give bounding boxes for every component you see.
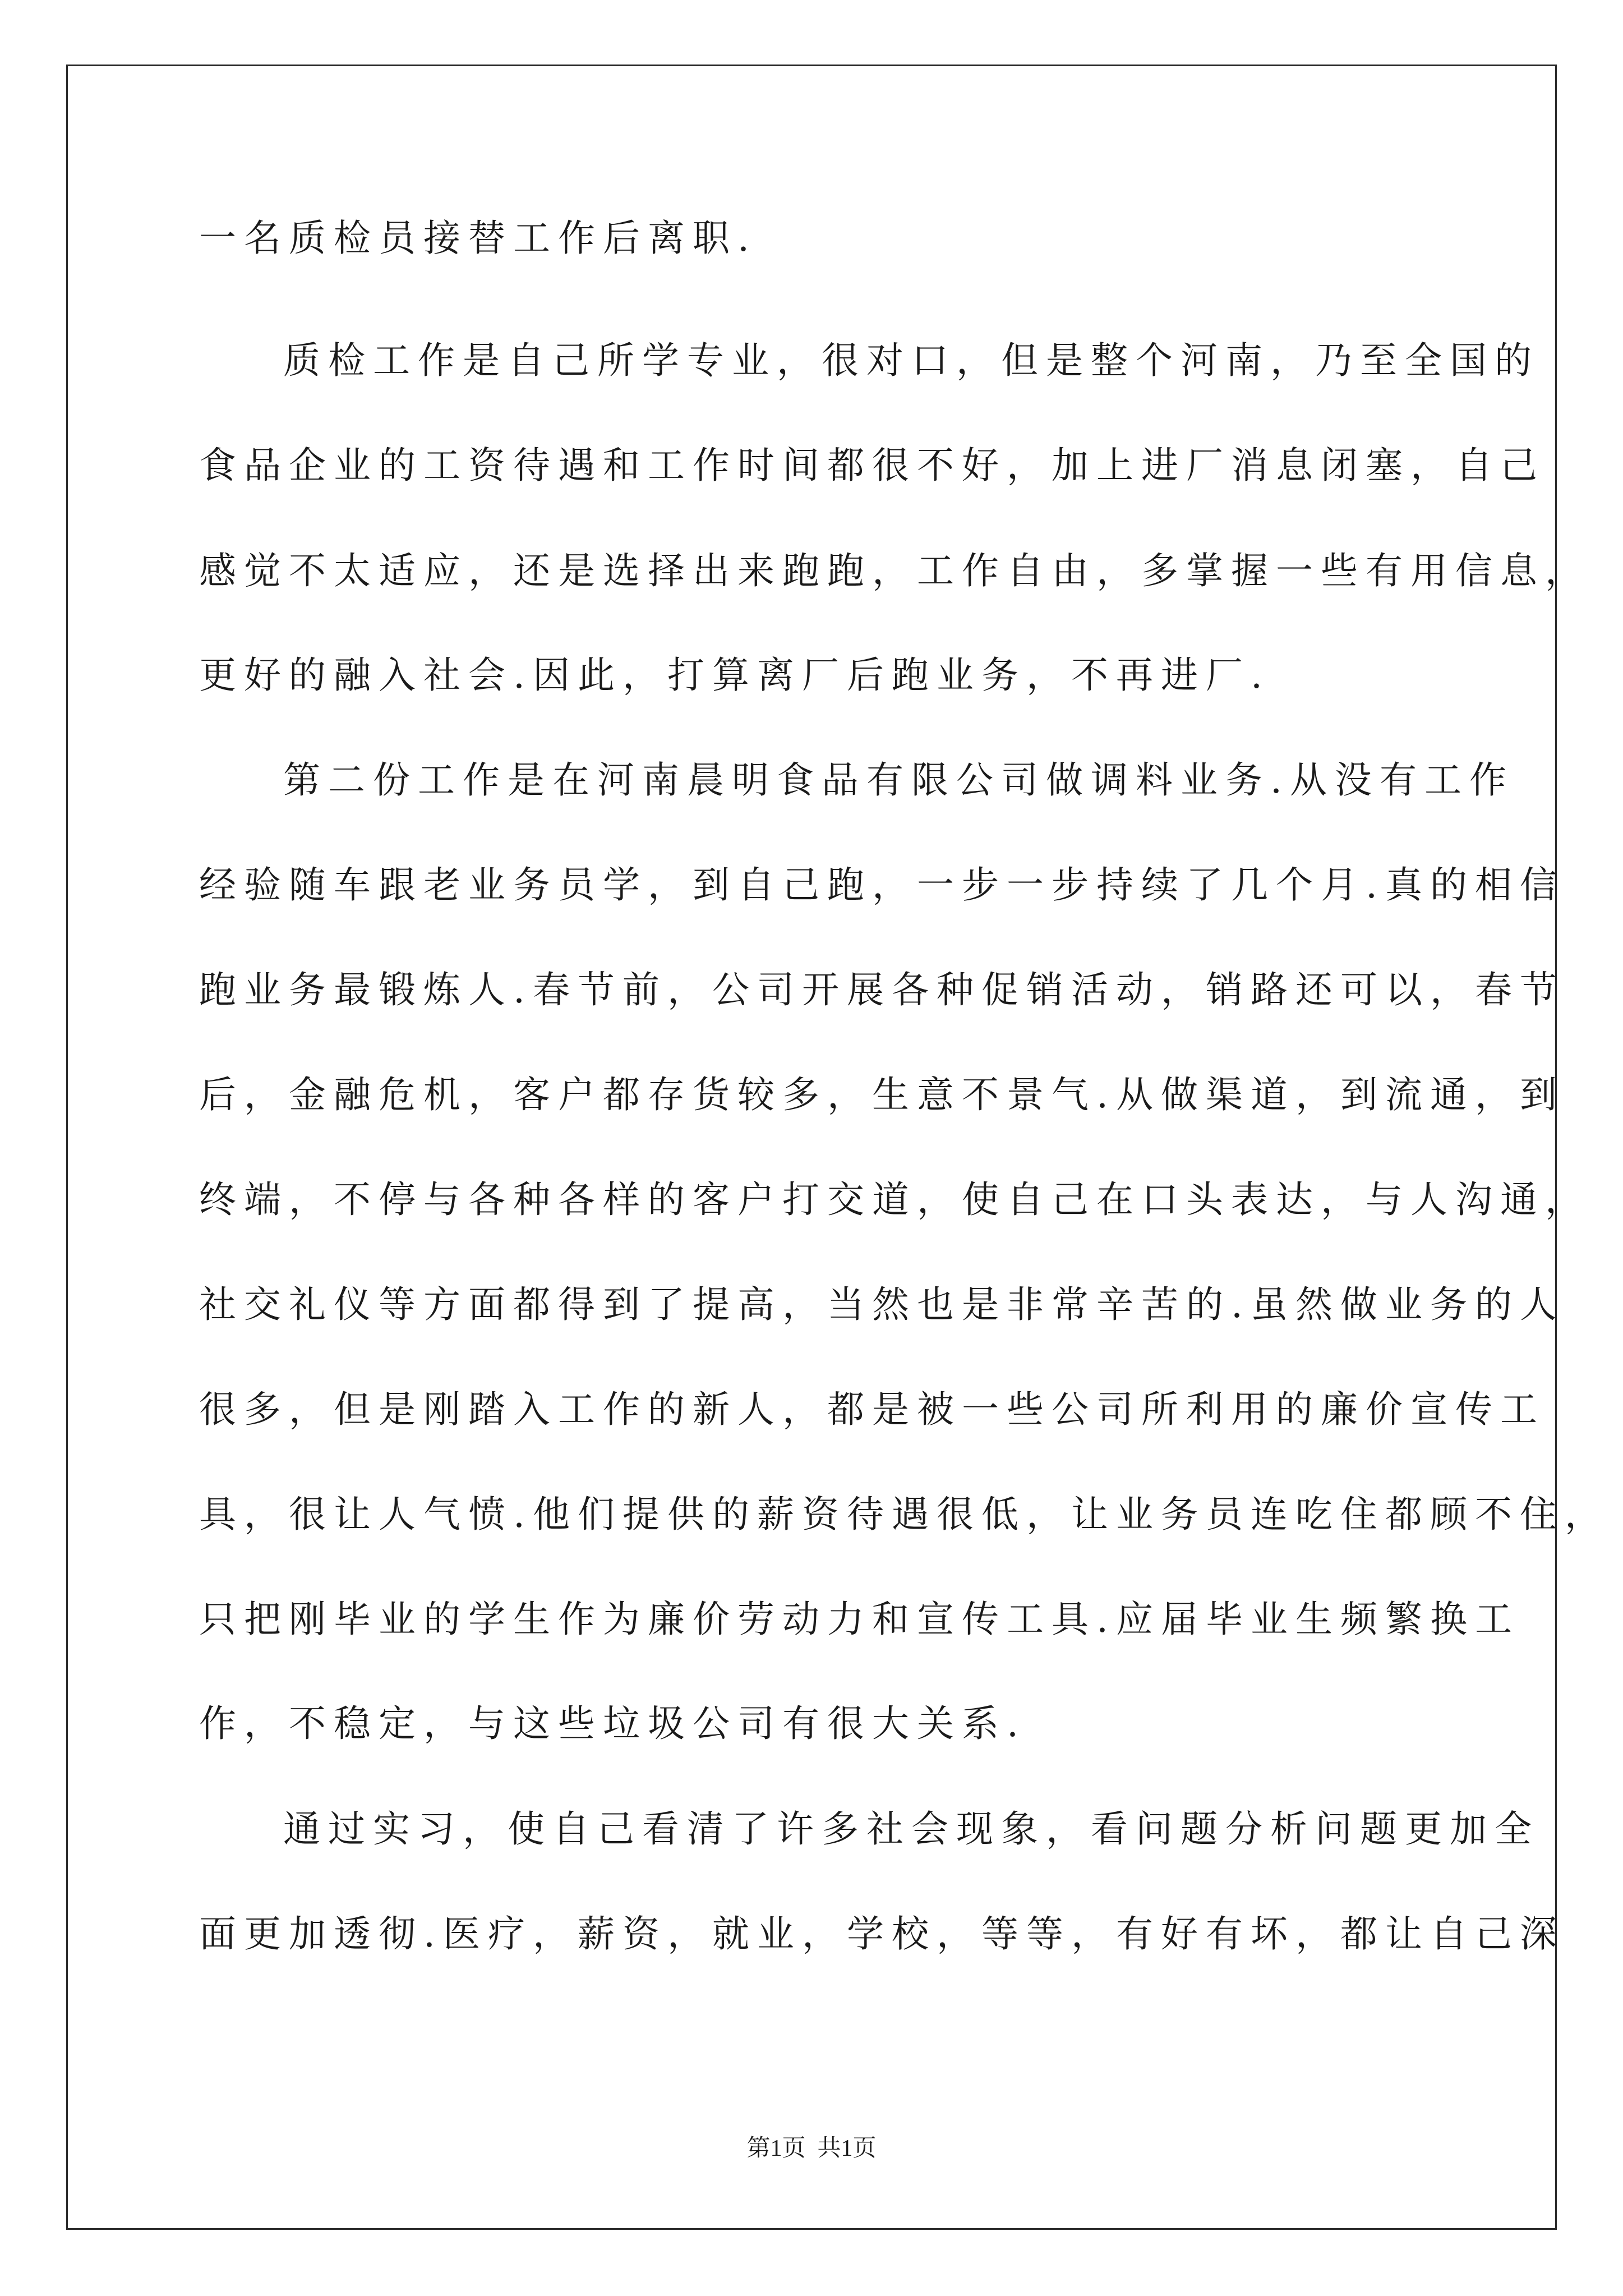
text-line: 感觉不太适应，还是选择出来跑跑，工作自由，多掌握一些有用信息， (199, 549, 1590, 592)
text-line: 社交礼仪等方面都得到了提高，当然也是非常辛苦的.虽然做业务的人 (199, 1283, 1565, 1326)
text-line: 质检工作是自己所学专业，很对口，但是整个河南，乃至全国的 (283, 339, 1539, 382)
text-line: 跑业务最锻炼人.春节前，公司开展各种促销活动，销路还可以，春节 (199, 968, 1565, 1011)
text-line: 面更加透彻.医疗，薪资，就业，学校，等等，有好有坏，都让自己深 (199, 1912, 1565, 1955)
text-line: 食品企业的工资待遇和工作时间都很不好，加上进厂消息闭塞，自己 (199, 444, 1545, 487)
text-line: 一名质检员接替工作后离职. (199, 217, 757, 260)
text-line: 第二份工作是在河南晨明食品有限公司做调料业务.从没有工作 (283, 758, 1514, 802)
text-line: 很多，但是刚踏入工作的新人，都是被一些公司所利用的廉价宣传工 (199, 1388, 1545, 1431)
text-line: 通过实习，使自己看清了许多社会现象，看问题分析问题更加全 (283, 1807, 1539, 1851)
page-number-footer: 第1页 共1页 (746, 2136, 877, 2161)
text-line: 终端，不停与各种各样的客户打交道，使自己在口头表达，与人沟通， (199, 1178, 1590, 1221)
text-line: 作，不稳定，与这些垃圾公司有很大关系. (199, 1702, 1026, 1745)
text-line: 更好的融入社会.因此，打算离厂后跑业务，不再进厂. (199, 654, 1270, 697)
text-line: 经验随车跟老业务员学，到自己跑，一步一步持续了几个月.真的相信 (199, 863, 1565, 907)
text-line: 后，金融危机，客户都存货较多，生意不景气.从做渠道，到流通，到 (199, 1073, 1565, 1116)
text-line: 只把刚毕业的学生作为廉价劳动力和宣传工具.应届毕业生频繁换工 (199, 1598, 1520, 1641)
page-border (66, 65, 1557, 2230)
text-line: 具，很让人气愤.他们提供的薪资待遇很低，让业务员连吃住都顾不住， (199, 1493, 1610, 1536)
